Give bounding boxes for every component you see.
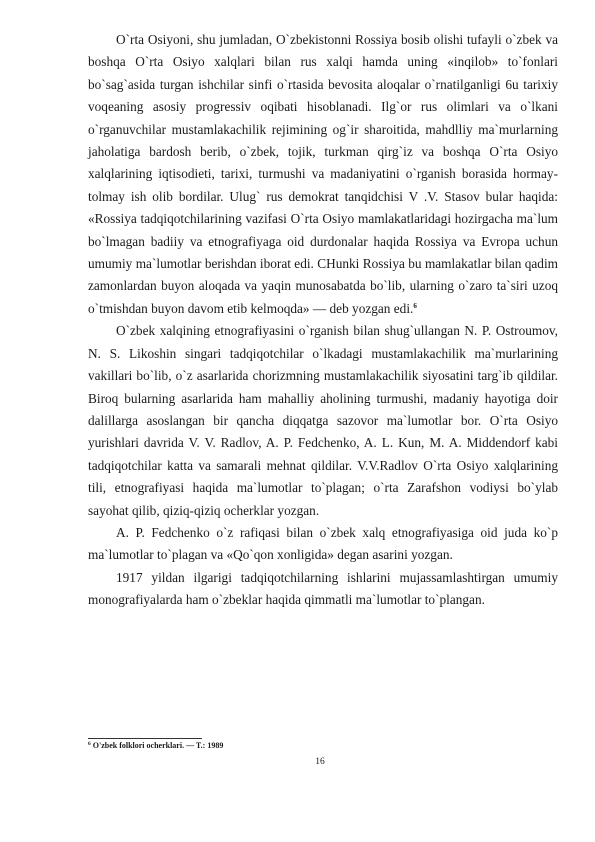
paragraph-2 [88, 320, 558, 522]
paragraph-2-text: O`zbek xalqining etnografiyasini o`rganish bilan shug`ullangan N. P. Ostroumov, N. S. Likoshin singari tadqiqotchilar o`lkadagi mustamlakachilik ma`murlarining vakillari bo`lib, o`z asarlarida chorizmning mustamlakachilik siyosatini targ`ib qildilar. Biroq bularning asarlarida ham mahalliy aholining turmushi, madaniy hayotiga doir dalillarga asoslangan bir qancha diqqatga sazovor ma`lumotlar bor. O`rta Osiyo yurishlari davrida V. V. Radlov, A. P. Fedchenko, A. L. Kun, M. A. Middendorf kabi tadqiqotchilar katta va samarali mehnat qildilar. V.V.Radlov O`rta Osiyo xalqlarining tili, etnografiyasi haqida ma`lumotlar to`plagan; o`rta Zarafshon vodiysi bo`ylab sayohat qilib, qiziq-qiziq ocherklar yozgan. [88, 323, 558, 518]
footnote-text: O'zbek folklori ocherklari. — T.: 1989 [92, 741, 224, 750]
paragraph-3 [88, 522, 558, 567]
paragraph-3-text: A. P. Fedchenko o`z rafiqasi bilan o`zbek xalq etnografiyasiga oid juda ko`p ma`lumotlar to`plagan va «Qo`qon xonligida» degan asarini yozgan. [88, 524, 558, 563]
paragraph-1-text: O`rta Osiyoni, shu jumladan, O`zbekistonni Rossiya bosib olishi tufayli o`zbek va boshqa O`rta Osiyo xalqlari bilan rus xalqi hamda uning «inqilob» to`fonlari bo`sag`asida turgan ishchilar sinfi o`rtasida bevosita aloqalar o`rnatilganligi 6u tarixiy voqeaning asosiy progressiv oqibati hisoblanadi. Ilg`or rus olimlari va o`lkani o`rganuvchilar mustamlakachilik rejimining og`ir sharoitida, mahdlliy ma`murlarning jaholatiga bardosh berib, o`zbek, tojik, turkman qirg`iz va boshqa O`rta Osiyo xalqlarining iqtisodieti, tarixi, turmushi va madaniyatini o`rganish borasida hormay-tolmay ish olib bordilar. Ulug` rus demokrat tanqidchisi V .V. Stasov bular haqida: «Rossiya tadqiqotchilarining vazifasi O`rta Osiyo mamlakatlaridagi hozirgacha ma`lum bo`lmagan badiiy va etnografiyaga oid durdonalar haqida Rossiya va Evropa uchun umumiy ma`lumotlar berishdan iborat edi. CHunki Rossiya bu mamlakatlar bilan qadim zamonlardan buyon aloqada va yaqin munosabatda bo`lib, ularning o`zaro ta`siri uzoq o`tmishdan buyon davom etib kelmoqda» — deb yozgan edi. [88, 32, 558, 316]
footnote [88, 741, 223, 751]
page-number: 16 [315, 757, 325, 767]
paragraph-4 [88, 567, 558, 612]
footnote-marker: 6 [88, 741, 91, 747]
footnote-divider [88, 738, 202, 739]
footnote-reference[interactable]: 6 [413, 301, 417, 310]
body-text [88, 29, 558, 612]
paragraph-1 [88, 29, 558, 320]
paragraph-4-text: 1917 yildan ilgarigi tadqiqotchilarning ishlarini mujassamlashtirgan umumiy monografiyalarda ham o`zbeklar haqida qimmatli ma`lumotlar to`plangan. [88, 569, 558, 608]
